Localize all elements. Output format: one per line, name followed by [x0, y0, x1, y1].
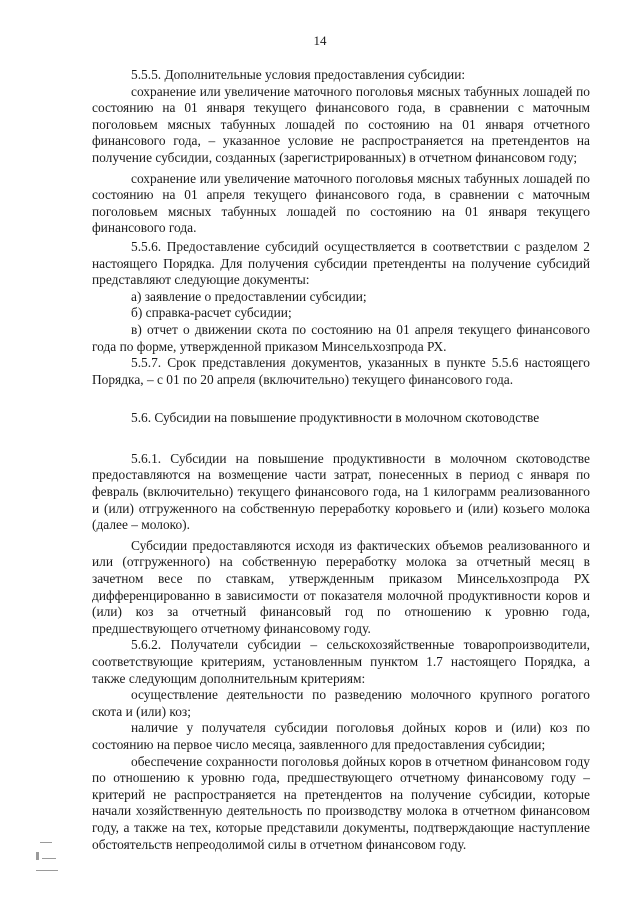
paragraph-5-5-7: 5.5.7. Срок представления документов, указанных в пункте 5.5.6 настоящего Порядка, – с 01 по 20 апреля (включительно) текущего финансового года. — [92, 355, 590, 387]
criterion-activity: осуществление деятельности по разведению молочного крупного рогатого скота и (или) коз; — [92, 687, 590, 719]
criterion-livestock: наличие у получателя субсидии поголовья дойных коров и (или) коз по состоянию на первое число месяца, заявленного для предоставления субсидии; — [92, 720, 590, 752]
paragraph-5-5-5-condition-a: сохранение или увеличение маточного поголовья мясных табунных лошадей по состоянию на 01 января текущего финансового года, в сравнении с маточным поголовьем мясных табунных лошадей по состоянию на 01 января отчетного финансового года, – указанное условие не распространяется на претендентов на получение субсидии, созданных (зарегистрированных) в отчетном финансовом году; — [92, 83, 590, 165]
list-item-b: б) справка-расчет субсидии; — [131, 305, 292, 321]
paragraph-5-5-5-condition-b: сохранение или увеличение маточного поголовья мясных табунных лошадей по состоянию на 01 апреля текущего финансового года, в сравнении с маточным поголовьем мясных табунных лошадей по состоянию на 01 января текущего финансового года. — [92, 170, 590, 236]
list-item-a: а) заявление о предоставлении субсидии; — [131, 288, 367, 304]
scan-artifact — [34, 838, 64, 878]
paragraph-5-5-6: 5.5.6. Предоставление субсидий осуществляется в соответствии с разделом 2 настоящего Порядка. Для получения субсидии претенденты на получение субсидий представляют следующие документы: — [92, 238, 590, 288]
paragraph-5-6-2: 5.6.2. Получатели субсидии – сельскохозяйственные товаропроизводители, соответствующие критериям, установленным пунктом 1.7 настоящего Порядка, а также следующим дополнительным критериям: — [92, 637, 590, 686]
criterion-preservation: обеспечение сохранности поголовья дойных коров в отчетном финансовом году по отношению к уровню года, предшествующего отчетному финансовому году – критерий не распространяется на претендентов на получение субсидии, которые начали хозяйственную деятельность по производству молока в отчетном финансовом году, а также на тех, которые представили документы, подтверждающие наступление обстоятельств непреодолимой силы в отчетном финансовом году. — [92, 753, 590, 852]
paragraph-5-6-1-rates: Субсидии предоставляются исходя из фактических объемов реализованного и или (отгруженного) на собственную переработку молока за отчетный месяц в зачетном весе по ставкам, утвержденным приказом Минсельхозпрода РХ дифференцированно в зависимости от показателя молочной продуктивности коров и (или) коз за отчетный финансовый год по отношению к уровню года, предшествующего отчетному финансовому году. — [92, 537, 590, 636]
paragraph-5-6-1: 5.6.1. Субсидии на повышение продуктивности в молочном скотоводстве предоставляются на возмещение части затрат, понесенных в период с января по февраль (включительно) текущего финансового года, на 1 килограмм реализованного и (или) отгруженного на собственную переработку коровьего и (или) козьего молока (далее – молоко). — [92, 450, 590, 533]
list-item-c: в) отчет о движении скота по состоянию на 01 апреля текущего финансового года по форме, утвержденной приказом Минсельхозпрода РХ. — [92, 321, 590, 354]
page-number: 14 — [313, 33, 327, 48]
section-heading-5-6: 5.6. Субсидии на повышение продуктивности в молочном скотоводстве — [131, 410, 540, 426]
paragraph-5-5-5-title: 5.5.5. Дополнительные условия предоставления субсидии: — [131, 67, 466, 82]
document-body — [92, 67, 590, 853]
